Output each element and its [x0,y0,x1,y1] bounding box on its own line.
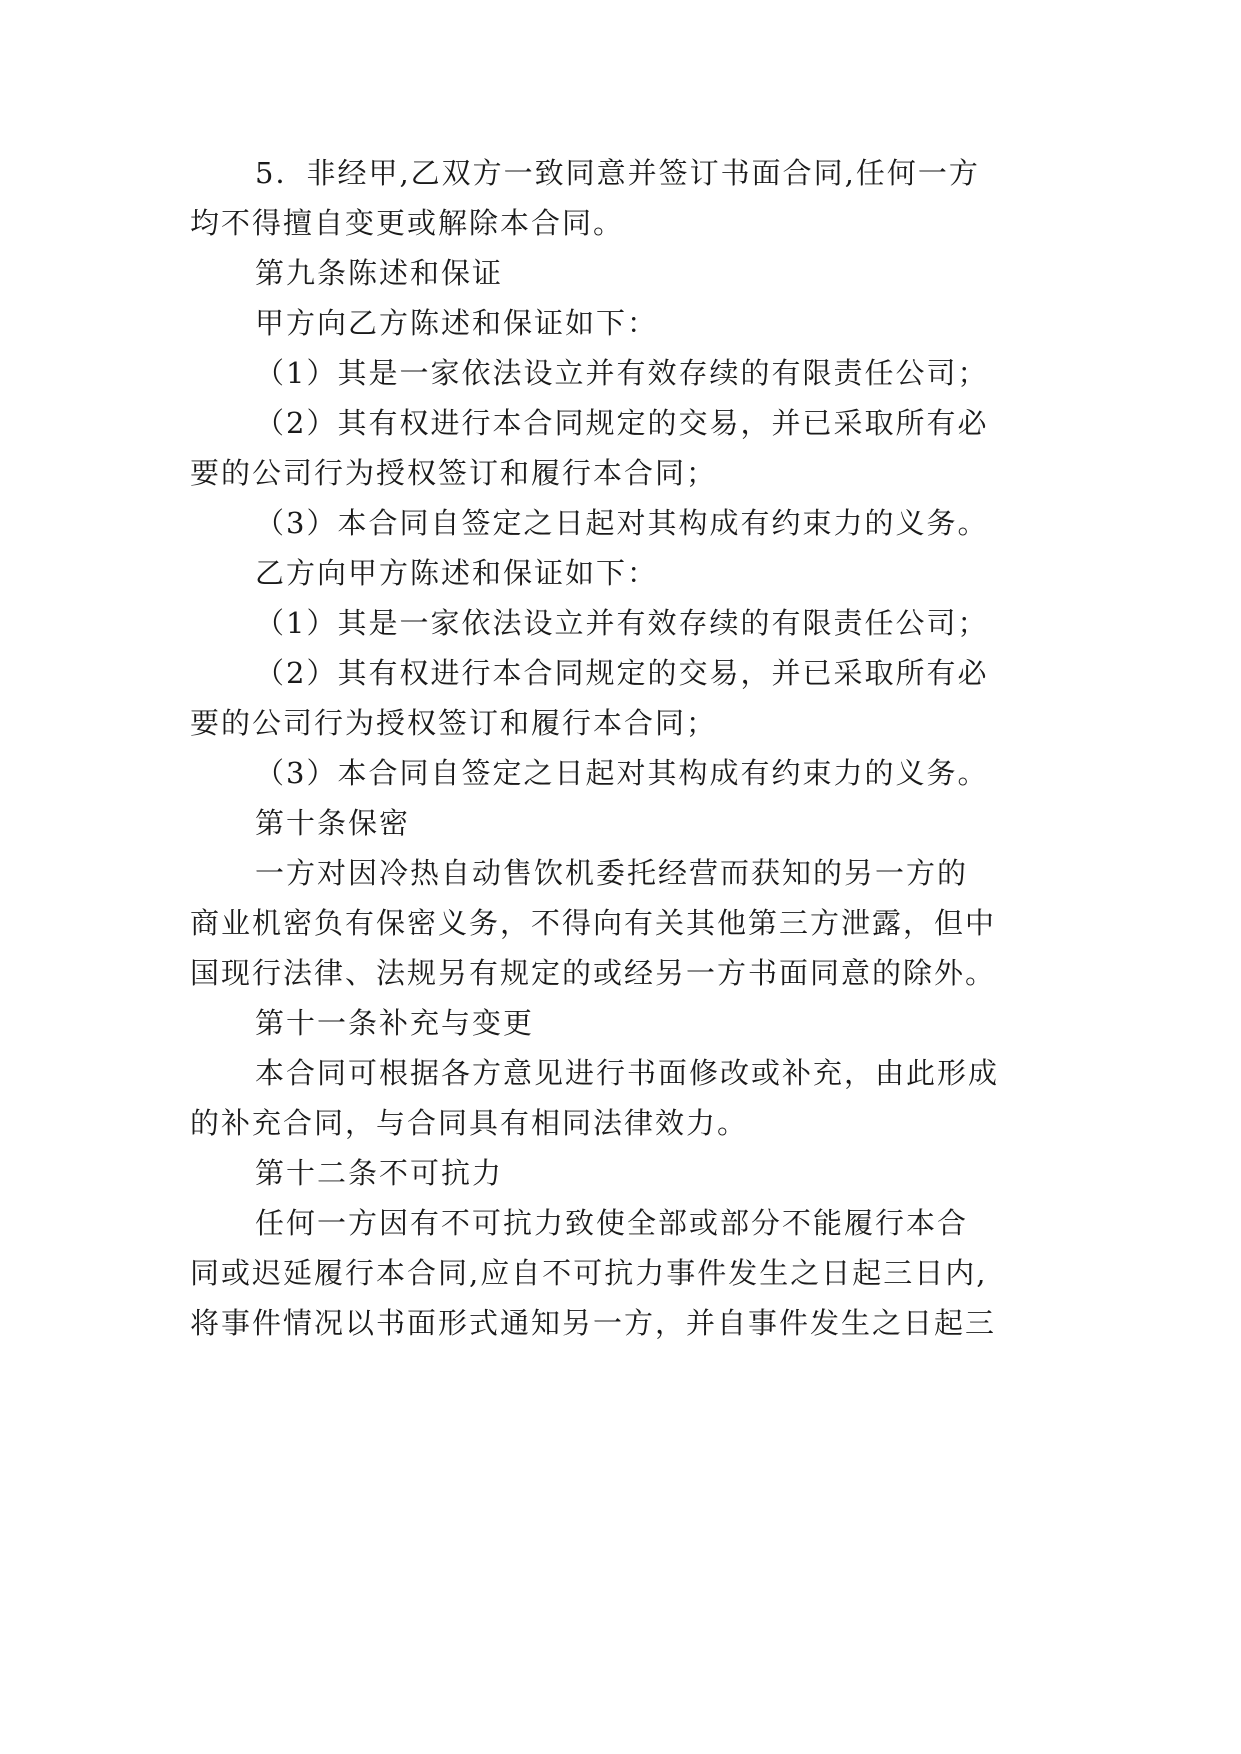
list-item: （3）本合同自签定之日起对其构成有约束力的义务。 [255,506,989,540]
list-item: （2）其有权进行本合同规定的交易，并已采取所有必 [255,406,989,440]
paragraph-line: 同或迟延履行本合同,应自不可抗力事件发生之日起三日内, [190,1256,988,1290]
list-item: （1）其是一家依法设立并有效存续的有限责任公司； [255,356,989,390]
paragraph-line: 一方对因冷热自动售饮机委托经营而获知的另一方的 [255,856,969,890]
list-item: （1）其是一家依法设立并有效存续的有限责任公司； [255,606,989,640]
paragraph-line: 乙方向甲方陈述和保证如下： [255,556,659,590]
list-item: （2）其有权进行本合同规定的交易，并已采取所有必 [255,656,989,690]
paragraph-line: 要的公司行为授权签订和履行本合同； [190,456,718,490]
paragraph-line: 要的公司行为授权签订和履行本合同； [190,706,718,740]
section-heading: 第十条保密 [255,806,411,840]
list-item: （3）本合同自签定之日起对其构成有约束力的义务。 [255,756,989,790]
paragraph-line: 均不得擅自变更或解除本合同。 [190,206,625,240]
paragraph-line: 的补充合同，与合同具有相同法律效力。 [190,1106,749,1140]
section-heading: 第十二条不可抗力 [255,1156,504,1190]
paragraph-line: 国现行法律、法规另有规定的或经另一方书面同意的除外。 [190,956,997,990]
paragraph-line: 商业机密负有保密义务，不得向有关其他第三方泄露，但中 [190,906,997,940]
paragraph-line: 本合同可根据各方意见进行书面修改或补充，由此形成 [255,1056,1000,1090]
paragraph-line: 5．非经甲,乙双方一致同意并签订书面合同,任何一方 [255,156,980,190]
paragraph-line: 任何一方因有不可抗力致使全部或部分不能履行本合 [255,1206,969,1240]
section-heading: 第十一条补充与变更 [255,1006,535,1040]
section-heading: 第九条陈述和保证 [255,256,504,290]
paragraph-line: 甲方向乙方陈述和保证如下： [255,306,659,340]
paragraph-line: 将事件情况以书面形式通知另一方，并自事件发生之日起三 [190,1306,997,1340]
